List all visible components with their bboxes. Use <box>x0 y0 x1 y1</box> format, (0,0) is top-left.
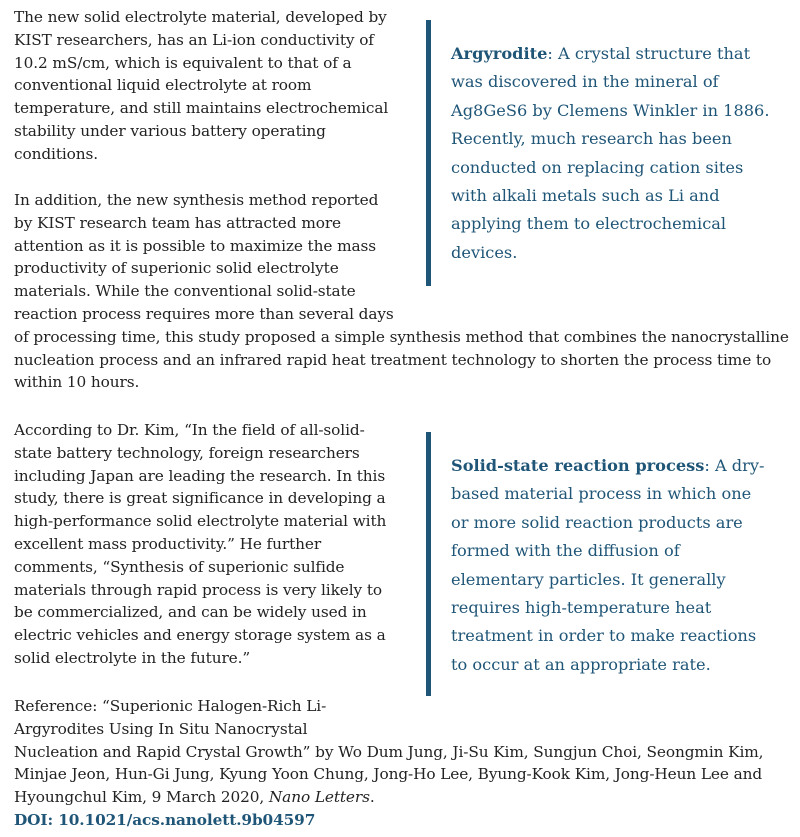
reference-line: Minjae Jeon, Hun-Gi Jung, Kyung Yoon Chung, Jong-Ho Lee, Byung-Kook Kim, Jong-Heun Lee and <box>14 765 763 784</box>
doi-link[interactable]: DOI: 10.1021/acs.nanolett.9b04597 <box>14 810 316 829</box>
paragraph-line: within 10 hours. <box>14 373 140 392</box>
glossary-line: devices. <box>451 242 518 262</box>
glossary-solid-state-reaction <box>426 432 800 696</box>
glossary-line: Ag8GeS6 by Clemens Winkler in 1886. <box>451 100 770 120</box>
glossary-line: was discovered in the mineral of <box>451 72 719 92</box>
glossary-line: conducted on replacing cation sites <box>451 157 744 177</box>
paragraph-line: stability under various battery operating <box>14 121 326 140</box>
paragraph-line: KIST researchers, has an Li-ion conductivity of <box>14 30 374 49</box>
paragraph-line: by KIST research team has attracted more <box>14 213 342 232</box>
paragraph-line: electric vehicles and energy storage system as a <box>14 626 386 645</box>
paragraph-line: be commercialized, and can be widely used in <box>14 603 367 622</box>
reference-line: Reference: “Superionic Halogen-Rich Li- <box>14 697 327 715</box>
glossary-line: to occur at an appropriate rate. <box>451 654 711 674</box>
paragraph-line: productivity of superionic solid electrolyte <box>14 259 339 278</box>
paragraph-line: conditions. <box>14 144 99 163</box>
paragraph-line: high-performance solid electrolyte material with <box>14 512 387 531</box>
paragraph-line: study, there is great significance in developing a <box>14 489 386 508</box>
reference-authors-tail: Hyoungchul Kim, 9 March 2020, <box>14 788 269 807</box>
reference-line: Argyrodites Using In Situ Nanocrystal <box>14 719 308 738</box>
paragraph-line: solid electrolyte in the future.” <box>14 648 251 667</box>
paragraph-line: The new solid electrolyte material, developed by <box>14 8 387 26</box>
glossary-line: formed with the diffusion of <box>451 541 680 561</box>
paragraph-line: temperature, and still maintains electrochemical <box>14 99 389 118</box>
article-paragraph-2 <box>14 189 789 394</box>
glossary-line: : A dry- <box>704 456 765 475</box>
glossary-line: Recently, much research has been <box>451 129 732 149</box>
paragraph-line: comments, “Synthesis of superionic sulfide <box>14 557 345 576</box>
paragraph-line: materials through rapid process is very likely to <box>14 580 382 599</box>
paragraph-line: attention as it is possible to maximize the mass <box>14 236 376 255</box>
reference-line <box>14 786 763 809</box>
paragraph-line: excellent mass productivity.” He further <box>14 534 322 553</box>
glossary-line: or more solid reaction products are <box>451 512 743 532</box>
reference <box>14 695 763 832</box>
glossary-term: Argyrodite <box>451 44 548 63</box>
paragraph-line: including Japan are leading the research. In this <box>14 466 386 485</box>
glossary-line: treatment in order to make reactions <box>451 626 757 646</box>
paragraph-line: nucleation process and an infrared rapid heat treatment technology to shorten the process time to <box>14 350 772 369</box>
glossary-line: elementary particles. It generally <box>451 569 726 589</box>
paragraph-line: materials. While the conventional solid-state <box>14 282 356 301</box>
glossary-line: based material process in which one <box>451 484 752 504</box>
reference-line: Nucleation and Rapid Crystal Growth” by Wo Dum Jung, Ji-Su Kim, Sungjun Choi, Seongmin Kim, <box>14 742 764 761</box>
glossary-line: applying them to electrochemical <box>451 214 727 234</box>
glossary-line: with alkali metals such as Li and <box>451 186 720 206</box>
article-paragraph-1 <box>14 6 388 166</box>
journal-name: Nano Letters <box>268 788 370 807</box>
paragraph-line: state battery technology, foreign researchers <box>14 443 360 462</box>
paragraph-line: 10.2 mS/cm, which is equivalent to that of a <box>14 53 352 72</box>
paragraph-line: conventional liquid electrolyte at room <box>14 76 312 95</box>
paragraph-line: of processing time, this study proposed a simple synthesis method that combines the nanocrystalline <box>14 327 789 346</box>
glossary-term: Solid-state reaction process <box>451 456 705 475</box>
paragraph-line: reaction process requires more than several days <box>14 304 394 323</box>
article-paragraph-3 <box>14 419 386 670</box>
glossary-line: requires high-temperature heat <box>451 598 712 618</box>
paragraph-line: According to Dr. Kim, “In the field of all-solid- <box>14 421 365 439</box>
paragraph-line: In addition, the new synthesis method reported <box>14 191 379 209</box>
glossary-line: : A crystal structure that <box>547 44 751 63</box>
reference-period: . <box>369 788 375 807</box>
